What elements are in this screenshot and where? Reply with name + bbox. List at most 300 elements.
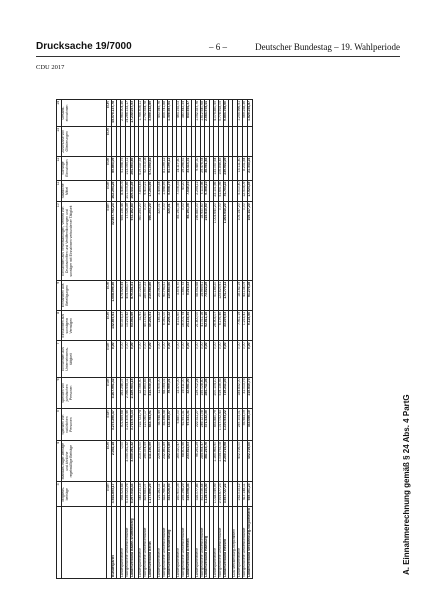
table-cell: 879.481,51	[130, 280, 135, 310]
table-cell: 2.032,18	[111, 440, 116, 482]
page-header	[36, 41, 400, 55]
section-title: A. Einnahmerechnung gemäß § 24 Abs. 4 PartG	[402, 394, 411, 575]
table-cell: 215.776,00	[139, 440, 144, 482]
table-cell: 0,00	[242, 341, 247, 377]
column-number: 11	[57, 180, 62, 202]
unit-cell: EUR	[106, 156, 111, 180]
table-cell: 115.883,60	[167, 280, 172, 310]
table-cell: 51.651,56	[219, 180, 224, 202]
table-cell: 142.345,07	[167, 409, 172, 441]
column-header: Spenden von juristischen Personen	[61, 377, 106, 409]
table-cell: 2.254,12	[195, 180, 200, 202]
column-header: Einnahmen aus Unternehmens-tätigkeit	[61, 341, 106, 377]
table-cell: 1.612.640,68	[200, 100, 205, 127]
table-cell: 7.046,53	[186, 180, 191, 202]
table-cell: 1.003.640,20	[224, 202, 229, 280]
table-cell: 129.712,24	[195, 377, 200, 409]
table-cell: 453.880,79	[214, 409, 219, 441]
table-cell: 24.133,34	[186, 310, 191, 341]
table-cell: 3.207.991,42	[111, 377, 116, 409]
table-cell: 843.634,37	[186, 100, 191, 127]
row-label: Landesverband Bremen	[186, 507, 191, 579]
table-cell: 17.524,49	[247, 180, 252, 202]
table-cell: 201.005,46	[125, 180, 130, 202]
row-label: Landesverband Mecklenburg-Vorpommern	[246, 508, 251, 577]
table-cell: 0,00	[125, 341, 130, 377]
table-cell: 12.514,09	[242, 180, 247, 202]
table-cell: 106.844,45	[219, 156, 224, 180]
row-label: CDU Mecklenburg-Vorpommern	[233, 507, 238, 579]
table-cell: 2.329.904,18	[130, 377, 135, 409]
column-header: Einnahmen aus Beteiligungen	[61, 280, 106, 310]
table-cell: 474.926,44	[120, 280, 125, 310]
table-cell: 14.969,61	[200, 280, 205, 310]
table-cell: 174.775,11	[224, 280, 229, 310]
table-cell: 855.741,88	[163, 100, 168, 127]
table-cell: 17.264,66	[149, 180, 154, 202]
document-number: Drucksache 19/7000	[36, 41, 132, 52]
table-cell: 6.097.548,44	[130, 482, 135, 507]
row-label: Landesparteiebene	[139, 507, 144, 579]
row-label: Landesparteiebene	[237, 507, 242, 579]
table-cell: 5.880,00	[176, 409, 181, 441]
row-label: nachgeordnete Gebietsverbände	[144, 507, 149, 579]
table-cell: 381.215,76	[205, 440, 210, 482]
table-cell: 85.191,08	[186, 202, 191, 280]
row-label: Landesverband Brandenburg	[167, 507, 172, 579]
column-header: Zuschüsse von Gliederungen	[61, 126, 106, 156]
table-cell: 671.050,62	[149, 156, 154, 180]
column-header: Mandats-träger-beiträge und ähnliche regelmäßige Beiträge	[61, 440, 106, 482]
table-cell: 1.441,73	[181, 280, 186, 310]
table-cell: 13.219,42	[125, 310, 130, 341]
table-cell: 1.825.234,87	[247, 100, 252, 127]
row-label: Landesverband Baden-Württemberg	[130, 507, 135, 579]
table-cell: 68.601,56	[181, 440, 186, 482]
table-cell: 0,00	[205, 341, 210, 377]
unit-cell: EUR	[106, 310, 111, 341]
column-number: 4	[57, 440, 62, 482]
table-cell: 7.113,98	[200, 180, 205, 202]
table-cell: 0,00	[195, 341, 200, 377]
column-header: Einnahmen aus Veranstaltungen, Vertrieb von Druckschriften und Veröffentlichungen und sonstiger mit Einnahmen verbundener Tätigkeit	[61, 202, 106, 280]
table-cell: 58.552,68	[195, 280, 200, 310]
table-cell: 560.253,20	[139, 202, 144, 280]
table-cell: 9.487,30	[195, 156, 200, 180]
table-cell: 19.296,51	[181, 156, 186, 180]
table-cell: 40,20	[181, 180, 186, 202]
table-cell: 185.957,23	[144, 280, 149, 310]
table-cell: 380.442,34	[181, 100, 186, 127]
table-cell: 414.930,33	[149, 377, 154, 409]
table-cell: 3.574,70	[176, 280, 181, 310]
table-cell: 45.575.137,78	[111, 100, 116, 127]
table-cell: 1.128.114,30	[205, 482, 210, 507]
table-cell: 0,00	[242, 202, 247, 280]
table-cell: 196.880,00	[195, 202, 200, 280]
row-label: Landesparteiebene	[120, 507, 125, 579]
table-cell: 18.142,19	[237, 280, 242, 310]
table-cell: 8.436,03	[120, 180, 125, 202]
column-number: 7	[57, 341, 62, 377]
table-cell: 63.592,69	[130, 310, 135, 341]
table-cell: 51.598,75	[120, 156, 125, 180]
table-cell: 17.230.037,53	[130, 100, 135, 127]
column-number: 10	[57, 202, 62, 280]
table-cell: 264.663,86	[130, 156, 135, 180]
row-label: nachgeordnete Gebietsverbände	[163, 507, 168, 579]
row-label: nachgeordnete Gebietsverbände	[200, 507, 205, 579]
table-cell: 43.134,09	[242, 280, 247, 310]
table-cell: 1.177.896,25	[149, 482, 154, 507]
table-cell	[247, 126, 252, 156]
table-cell: 67.431,31	[186, 409, 191, 441]
table-cell: 284.741,04	[205, 377, 210, 409]
row-label: nachgeordnete Gebietsverbände	[219, 507, 224, 579]
table-cell: 239.902,09	[224, 156, 229, 180]
table-cell: 51.149,20	[214, 280, 219, 310]
table-cell: 249.121,08	[200, 409, 205, 441]
table-cell: 519.136,93	[219, 377, 224, 409]
table-cell: 1.470.933,22	[224, 409, 229, 441]
table-cell: 33.079,53	[224, 310, 229, 341]
table-cell: 33.414,31	[186, 156, 191, 180]
table-cell: 619.037,54	[139, 156, 144, 180]
table-cell: 229.815,00	[158, 440, 163, 482]
table-cell: 32.681,00	[186, 377, 191, 409]
table-cell: 1.598,95	[163, 180, 168, 202]
table-cell: 0,00	[219, 202, 224, 280]
column-number: 9	[57, 280, 62, 310]
table-cell: 0,00	[144, 341, 149, 377]
row-label: Landesparteiebene	[176, 507, 181, 579]
table-cell: 463.192,03	[176, 100, 181, 127]
table-cell: 6.176,46	[219, 310, 224, 341]
row-label: Bundespartei	[111, 507, 116, 579]
rotated-table-area	[52, 95, 417, 579]
table-cell: 2.963.904,36	[120, 100, 125, 127]
table-cell: 165.020,47	[176, 440, 181, 482]
table-cell: 284.954,47	[200, 440, 205, 482]
table-cell: 58.948,49	[158, 409, 163, 441]
table-cell: 560.253,20	[149, 202, 154, 280]
table-cell: 320,01	[167, 202, 172, 280]
table-cell: 213.065,11	[125, 156, 130, 180]
table-cell: 29.474,54	[200, 156, 205, 180]
table-cell: 21.800,00	[195, 310, 200, 341]
table-cell: 105.147,20	[237, 202, 242, 280]
table-cell: 0,00	[247, 341, 252, 377]
table-cell: 232.861,89	[163, 440, 168, 482]
row-label: Landesparteiebene	[158, 507, 163, 579]
column-number: 8	[57, 310, 62, 341]
table-cell: 18.930,60	[200, 202, 205, 280]
row-label: nachgeordnete Gebietsverbände	[125, 507, 130, 579]
table-cell: 90.793,51	[163, 280, 168, 310]
table-cell: 50.373,27	[120, 310, 125, 341]
table-cell: 348.213,18	[139, 482, 144, 507]
table-cell: 13.111,40	[237, 156, 242, 180]
table-cell: 74.753,22	[224, 180, 229, 202]
table-cell: 14.117,80	[176, 156, 181, 180]
table-cell: 2.919.677,23	[219, 482, 224, 507]
column-number: 13	[57, 126, 62, 156]
table-cell: 1.165.963,90	[214, 440, 219, 482]
table-cell: 2.066.658,11	[125, 377, 130, 409]
table-cell: 417.148,11	[242, 482, 247, 507]
table-cell: 1.017.052,43	[219, 409, 224, 441]
table-cell: 411.150,59	[149, 440, 154, 482]
table-cell: 123.625,91	[219, 280, 224, 310]
column-number: 5	[57, 409, 62, 441]
table-cell: 5.010,40	[237, 180, 242, 202]
table-cell: 0,00	[130, 341, 135, 377]
table-cell: 21.343,24	[247, 156, 252, 180]
table-cell: 6.206,22	[167, 310, 172, 341]
unit-cell: EUR	[106, 126, 111, 156]
table-cell: 0,00	[237, 341, 242, 377]
column-number: 14	[57, 100, 62, 127]
table-cell: 121.262,11	[158, 482, 163, 507]
table-cell: 3.459,84	[158, 180, 163, 202]
unit-cell: EUR	[106, 341, 111, 377]
table-cell: 11.905,00	[158, 377, 163, 409]
table-cell: 62.811,16	[205, 310, 210, 341]
table-cell: 1.008.599,36	[111, 280, 116, 310]
unit-cell: EUR	[106, 202, 111, 280]
table-cell: 31.013,73	[242, 377, 247, 409]
unit-cell: EUR	[106, 280, 111, 310]
table-cell: 320,01	[158, 202, 163, 280]
table-cell: 7.854,45	[139, 180, 144, 202]
table-cell: 958.524,68	[120, 482, 125, 507]
table-cell: 471.432,35	[205, 409, 210, 441]
table-cell: 9.124,60	[247, 310, 252, 341]
table-cell: 7.911,19	[237, 310, 242, 341]
table-cell: 404.555,07	[125, 280, 130, 310]
table-cell: 222.311,27	[195, 409, 200, 441]
table-cell: 1.034.753,08	[219, 440, 224, 482]
table-cell: 83.396,58	[163, 409, 168, 441]
column-header-blank	[61, 507, 106, 579]
table-cell: 0,00	[149, 341, 154, 377]
table-cell: 0,00	[111, 341, 116, 377]
column-header: Mitglieds-beiträge	[61, 482, 106, 507]
table-cell: 3.214.306,46	[125, 409, 130, 441]
table-cell: 1.255.996,51	[237, 100, 242, 127]
table-cell: 155.028,80	[200, 377, 205, 409]
table-cell: 829.683,07	[144, 482, 149, 507]
table-cell: 649.161,23	[247, 482, 252, 507]
table-cell: 9.368,10	[205, 180, 210, 202]
row-label: Landesparteiebene	[214, 507, 219, 579]
unit-cell: EUR	[106, 409, 111, 441]
table-cell: 3.715.976,14	[130, 409, 135, 441]
table-cell: 73.522,29	[205, 280, 210, 310]
unit-cell: EUR	[106, 482, 111, 507]
table-cell: 5.058,79	[167, 180, 172, 202]
table-cell: 45.172,60	[144, 310, 149, 341]
income-table	[56, 99, 253, 579]
table-cell: 322.766,82	[163, 482, 168, 507]
table-cell: 1.052.337,76	[195, 100, 200, 127]
table-cell: 96.261,29	[195, 440, 200, 482]
table-cell: 255.198,29	[181, 482, 186, 507]
column-number: 12	[57, 156, 62, 180]
table-cell: 14.266.133,17	[125, 100, 130, 127]
table-cell: 1.018.049,99	[214, 482, 219, 507]
column-header: Spenden von natürlichen Personen	[61, 409, 106, 441]
parliament-period: Deutscher Bundestag – 19. Wahlperiode	[255, 42, 400, 52]
row-label: Landesverband Berlin	[149, 507, 154, 579]
unit-cell: EUR	[106, 440, 111, 482]
table-cell: 0,00	[163, 202, 168, 280]
table-cell: 2.664.978,44	[205, 100, 210, 127]
table-header-row	[61, 100, 106, 579]
table-cell: 6.061,00	[163, 310, 168, 341]
table-cell: 45.204,51	[149, 310, 154, 341]
table-cell: 32.657.752,23	[111, 202, 116, 280]
table-cell: 287.103,01	[237, 409, 242, 441]
table-cell: 4.924.853,17	[111, 482, 116, 507]
table-cell: 0,00	[224, 341, 229, 377]
table-cell: 215.985,86	[149, 280, 154, 310]
column-number: 6	[57, 377, 62, 409]
table-cell: 7.006,33	[176, 180, 181, 202]
table-cell: 501.669,68	[120, 409, 125, 441]
row-label: Landesverband Hessen	[224, 507, 229, 579]
table-cell: 812.036,44	[200, 482, 205, 507]
table-cell: 79.969,01	[167, 377, 172, 409]
table-cell: 105.147,20	[247, 202, 252, 280]
table-cell: 81.199,12	[163, 156, 168, 180]
table-cell: 1.003.640,20	[214, 202, 219, 280]
table-cell: 672.162,83	[130, 202, 135, 280]
table-cell: 0,00	[181, 341, 186, 377]
table-cell: 3.273.290,47	[111, 409, 116, 441]
table-cell: 38.961,84	[205, 156, 210, 180]
row-label: nachgeordnete Gebietsverbände	[181, 507, 186, 579]
table-cell: 145,22	[158, 310, 163, 341]
table-cell: 52.013,08	[144, 156, 149, 180]
table-row	[247, 100, 252, 579]
unit-cell: EUR	[106, 377, 111, 409]
table-cell: 13.370,00	[176, 377, 181, 409]
table-cell: 0,00	[214, 341, 219, 377]
table-cell: 0,00	[167, 341, 172, 377]
table-cell: 1.792.534,78	[144, 100, 149, 127]
table-cell: 0,00	[200, 341, 205, 377]
table-cell: 0,00	[163, 341, 168, 377]
table-cell: 3.559.142,89	[149, 100, 154, 127]
table-cell: 3.055.061,32	[130, 440, 135, 482]
table-cell: 9.410,21	[144, 180, 149, 202]
table-cell: 8.231,84	[242, 156, 247, 180]
table-cell: 16.001,74	[181, 310, 186, 341]
table-cell: 5.139.023,76	[125, 482, 130, 507]
table-cell: 402.726,00	[247, 440, 252, 482]
table-cell: 232.013,12	[237, 482, 242, 507]
table-cell: 343.086,10	[247, 409, 252, 441]
table-cell: 68.064,01	[163, 377, 168, 409]
column-header: Gesamt-einnahmen	[61, 100, 106, 127]
table-cell: 133.057,64	[214, 156, 219, 180]
table-cell: 26.903,07	[214, 310, 219, 341]
row-label: Landesverband Hamburg	[205, 507, 210, 579]
table-cell: 61.276,28	[247, 280, 252, 310]
table-cell: 12.066,50	[139, 377, 144, 409]
unit-cell: EUR	[106, 180, 111, 202]
table-cell: 55.983,09	[242, 409, 247, 441]
table-cell: 215.810,60	[205, 202, 210, 280]
header-rule	[36, 56, 400, 57]
table-cell: 0,00	[158, 341, 163, 377]
table-cell: 0,00	[120, 440, 125, 482]
table-cell: 209.441,49	[130, 180, 135, 202]
table-cell: 416.098,34	[186, 482, 191, 507]
row-label: nachgeordnete Gebietsverbände	[242, 507, 247, 579]
table-cell: 1.766.608,11	[139, 100, 144, 127]
table-cell: 719.241,03	[224, 377, 229, 409]
table-cell: 4.075.850,55	[214, 100, 219, 127]
table-cell: 0,00	[139, 341, 144, 377]
table-cell: 0,00	[186, 341, 191, 377]
table-cell: 316.077,86	[195, 482, 200, 507]
table-cell: 85.191,08	[176, 202, 181, 280]
table-cell: 1.306.687,64	[167, 100, 172, 127]
table-cell: 160.900,05	[176, 482, 181, 507]
table-cell: 402.863,83	[144, 377, 149, 409]
table-cell: 215.845,73	[247, 377, 252, 409]
table-cell: 233.622,03	[186, 440, 191, 482]
table-cell: 843.783,91	[149, 409, 154, 441]
table-cell: 31,91	[139, 310, 144, 341]
table-cell: 8.131,60	[176, 310, 181, 341]
table-cell: 402.726,00	[237, 440, 242, 482]
rotated-page	[52, 95, 417, 579]
table-cell: 3.937.727,22	[224, 482, 229, 507]
table-cell: 0,00	[144, 202, 149, 280]
table-cell: 85.863,09	[111, 156, 116, 180]
table-cell: 3.055.061,32	[125, 440, 130, 482]
unit-cell: EUR	[106, 100, 111, 127]
table-cell: 9.854.768,60	[224, 100, 229, 127]
table-cell: 25.090,09	[158, 280, 163, 310]
table-cell: 0,00	[120, 341, 125, 377]
table-cell: 462.676,89	[167, 440, 172, 482]
party-label: CDU 2017	[36, 64, 65, 71]
table-cell: 184.832,00	[237, 377, 242, 409]
row-label: Landesparteiebene	[195, 507, 200, 579]
column-header: Einnahmen aus sonstigem Vermögen	[61, 310, 106, 341]
table-cell: 0,00	[219, 341, 224, 377]
table-cell: 17.026,39	[125, 202, 130, 280]
column-header: Staatliche Mittel	[61, 180, 106, 202]
table-cell: 30.028,63	[139, 280, 144, 310]
table-cell: 132.857,61	[111, 310, 116, 341]
table-cell: 202.294,26	[111, 180, 116, 202]
table-cell: 2.200.716,98	[224, 440, 229, 482]
table-cell: 195.374,59	[144, 440, 149, 482]
column-number: 3	[57, 482, 62, 507]
column-header: Sonstige Einnahmen	[61, 156, 106, 180]
table-cell: 19.311,00	[181, 377, 186, 409]
table-cell: 569.238,36	[242, 100, 247, 127]
table-cell: 200.104,10	[214, 377, 219, 409]
table-cell: 655.136,44	[120, 202, 125, 280]
table-cell: 444.028,93	[167, 482, 172, 507]
table-cell: 121.060,17	[144, 409, 149, 441]
